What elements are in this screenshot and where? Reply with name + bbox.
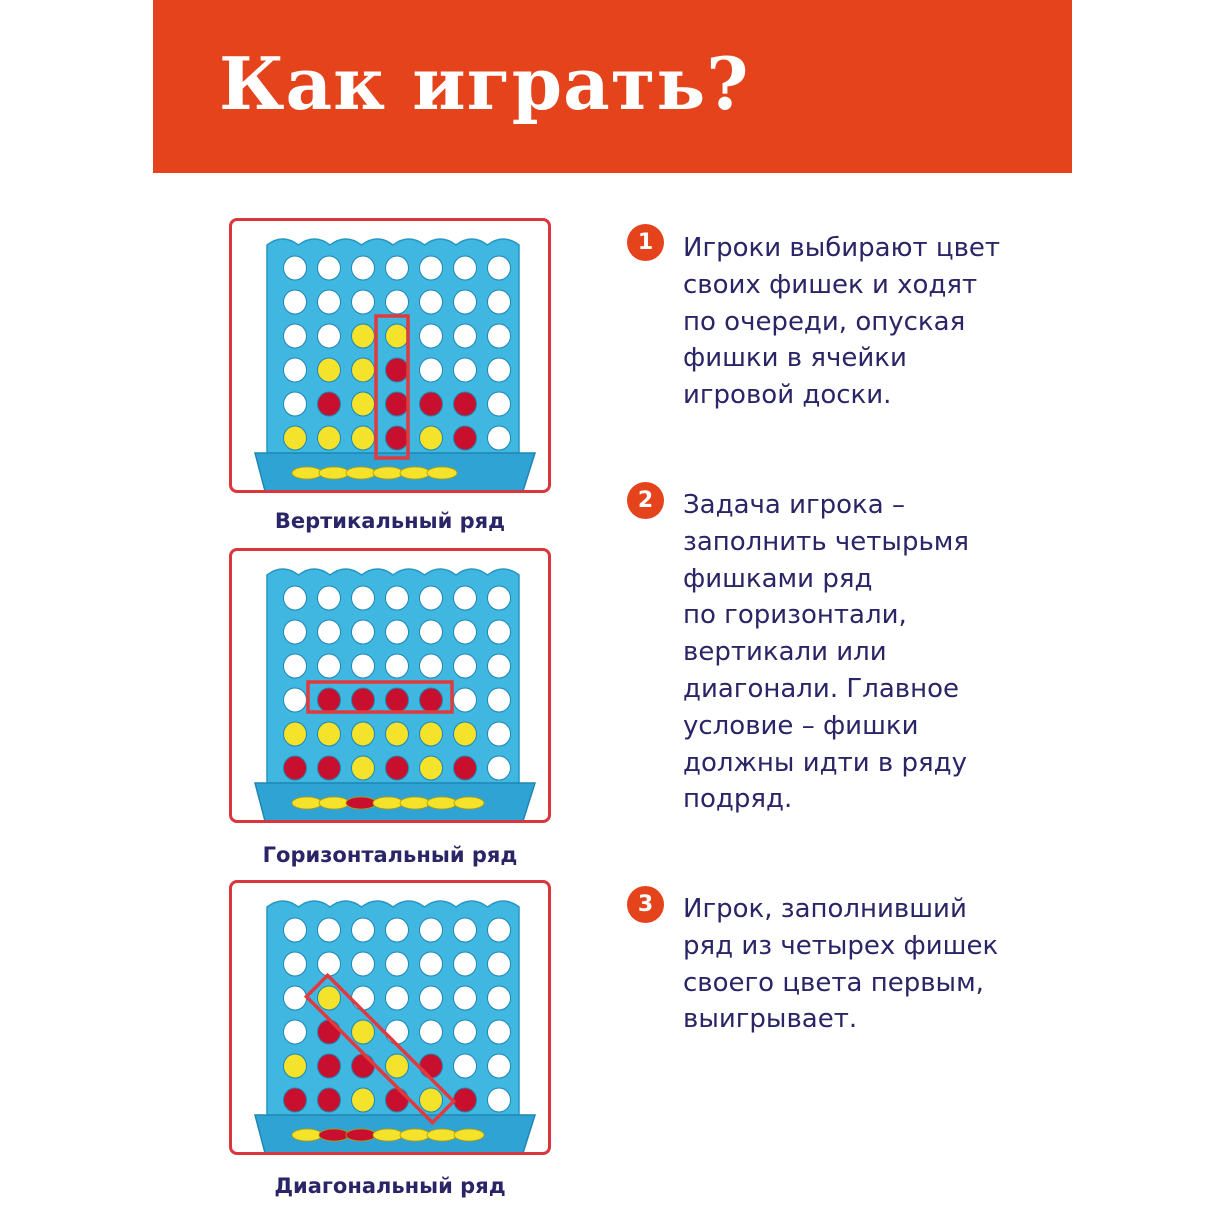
board-cell: [454, 1054, 477, 1078]
header-banner: [153, 0, 1072, 173]
board-cell: [284, 290, 307, 314]
tray-chip: [346, 1129, 376, 1141]
board-cell: [488, 426, 511, 450]
board-cell: [386, 952, 409, 976]
board-cell: [488, 654, 511, 678]
board-cell: [318, 1054, 341, 1078]
board-cell: [454, 426, 477, 450]
board-cell: [454, 256, 477, 280]
tray-chip: [400, 1129, 430, 1141]
step-2-number: 2: [627, 482, 664, 519]
tray-chip: [373, 467, 403, 479]
board-cell: [386, 426, 409, 450]
board-cell: [284, 586, 307, 610]
board-cell: [386, 324, 409, 348]
board-cell: [386, 358, 409, 382]
board-cell: [488, 1054, 511, 1078]
board-cell: [352, 918, 375, 942]
tray-chip: [454, 1129, 484, 1141]
board-cell: [488, 688, 511, 712]
step-2-line: фишками ряд: [683, 563, 873, 594]
board-cell: [284, 952, 307, 976]
board-cell: [386, 918, 409, 942]
board-cell: [318, 392, 341, 416]
board-cell: [420, 256, 443, 280]
board-cell: [488, 986, 511, 1010]
tray-chip: [400, 797, 430, 809]
board-cell: [318, 756, 341, 780]
board-cell: [420, 586, 443, 610]
tray-chip: [292, 467, 322, 479]
board-cell: [284, 1020, 307, 1044]
tray-chip: [319, 467, 349, 479]
board-cell: [284, 986, 307, 1010]
board-cell: [420, 918, 443, 942]
board-cell: [318, 654, 341, 678]
board-cell: [488, 722, 511, 746]
board-cell: [352, 586, 375, 610]
board-cell: [454, 688, 477, 712]
board-cell: [284, 688, 307, 712]
board-cell: [488, 586, 511, 610]
board-vertical-image: [232, 221, 548, 490]
board-cell: [488, 620, 511, 644]
board-cell: [454, 986, 477, 1010]
board-cell: [420, 986, 443, 1010]
tray-chip: [427, 467, 457, 479]
board-cell: [352, 986, 375, 1010]
step-2-line: вертикали или: [683, 637, 887, 668]
board-cell: [352, 722, 375, 746]
board-cell: [284, 654, 307, 678]
board-cell: [284, 620, 307, 644]
board-cell: [318, 952, 341, 976]
board-cell: [420, 620, 443, 644]
board-cell: [352, 952, 375, 976]
board-cell: [318, 290, 341, 314]
board-cell: [386, 392, 409, 416]
illustration-horizontal: [229, 548, 551, 823]
board-cell: [454, 290, 477, 314]
board-cell: [352, 688, 375, 712]
board-cell: [318, 256, 341, 280]
board-cell: [284, 324, 307, 348]
board-cell: [352, 654, 375, 678]
board-cell: [352, 1054, 375, 1078]
board-cell: [488, 256, 511, 280]
tray-chip: [427, 1129, 457, 1141]
board-cell: [318, 918, 341, 942]
board-cell: [284, 1088, 307, 1112]
tray-chip: [319, 797, 349, 809]
board-cell: [454, 392, 477, 416]
board-cell: [420, 290, 443, 314]
board-cell: [420, 358, 443, 382]
caption-diagonal: Диагональный ряд: [274, 1174, 506, 1198]
step-2-text: [683, 487, 1083, 818]
board-cell: [386, 986, 409, 1010]
caption-vertical: Вертикальный ряд: [274, 509, 506, 533]
tray-chip: [346, 467, 376, 479]
tray-chip: [400, 467, 430, 479]
step-1-line: Игроки выбирают цвет: [683, 233, 1001, 263]
board-cell: [454, 1088, 477, 1112]
board-cell: [488, 952, 511, 976]
step-1-line: своих фишек и ходят: [683, 269, 978, 300]
board-cell: [386, 722, 409, 746]
board-cell: [420, 756, 443, 780]
step-3-line: Игрок, заполнивший: [683, 894, 967, 924]
board-cell: [318, 688, 341, 712]
board-cell: [386, 1020, 409, 1044]
tray-chip: [373, 797, 403, 809]
step-2-line: условие – фишки: [683, 710, 919, 741]
page-title: Как играть?: [219, 41, 750, 126]
board-cell: [284, 756, 307, 780]
tray-chip: [292, 797, 322, 809]
board-cell: [352, 756, 375, 780]
board-cell: [386, 688, 409, 712]
board-horizontal-image: [232, 551, 548, 820]
board-cell: [420, 654, 443, 678]
board-cell: [284, 256, 307, 280]
board-cell: [454, 620, 477, 644]
board-cell: [284, 426, 307, 450]
board-cell: [454, 918, 477, 942]
board-cell: [420, 688, 443, 712]
board-cell: [352, 426, 375, 450]
board-cell: [318, 1020, 341, 1044]
board-cell: [386, 1088, 409, 1112]
board-cell: [420, 392, 443, 416]
board-cell: [318, 986, 341, 1010]
tray-chip: [346, 797, 376, 809]
board-cell: [488, 918, 511, 942]
board-cell: [386, 654, 409, 678]
step-2-line: должны идти в ряду: [683, 747, 967, 778]
board-cell: [454, 756, 477, 780]
board-cell: [318, 426, 341, 450]
step-3-line: своего цвета первым,: [683, 967, 984, 998]
illustration-vertical: [229, 218, 551, 493]
board-cell: [420, 952, 443, 976]
board-cell: [352, 392, 375, 416]
board-cell: [386, 586, 409, 610]
board-cell: [454, 324, 477, 348]
step-2-line: заполнить четырьмя: [683, 526, 970, 557]
board-cell: [352, 1020, 375, 1044]
step-1-line: по очереди, опуская: [683, 306, 966, 337]
board-diagonal-image: [232, 883, 548, 1152]
board-cell: [318, 358, 341, 382]
illustration-diagonal: [229, 880, 551, 1155]
board-cell: [454, 722, 477, 746]
step-2-line: подряд.: [683, 784, 793, 815]
board-cell: [284, 1054, 307, 1078]
tray-chip: [319, 1129, 349, 1141]
step-3-line: выигрывает.: [683, 1004, 858, 1035]
board-cell: [386, 256, 409, 280]
tray-chip: [454, 797, 484, 809]
board-cell: [488, 324, 511, 348]
board-cell: [488, 358, 511, 382]
board-cell: [454, 358, 477, 382]
board-cell: [352, 256, 375, 280]
step-2-line: по горизонтали,: [683, 600, 907, 631]
board-cell: [420, 426, 443, 450]
board-cell: [352, 620, 375, 644]
board-cell: [318, 620, 341, 644]
step-3-number: 3: [627, 886, 664, 923]
tray-chip: [427, 797, 457, 809]
board-cell: [454, 654, 477, 678]
step-3-line: ряд из четырех фишек: [683, 930, 999, 961]
board-cell: [386, 756, 409, 780]
board-cell: [420, 1054, 443, 1078]
board-cell: [454, 1020, 477, 1044]
board-cell: [454, 952, 477, 976]
board-cell: [488, 392, 511, 416]
board-cell: [420, 1020, 443, 1044]
board-cell: [284, 722, 307, 746]
step-1-line: фишки в ячейки: [683, 343, 907, 374]
step-1-line: игровой доски.: [683, 380, 892, 411]
board-cell: [420, 324, 443, 348]
board-cell: [488, 756, 511, 780]
board-cell: [284, 918, 307, 942]
step-2-line: Задача игрока –: [683, 490, 905, 520]
board-cell: [352, 1088, 375, 1112]
board-cell: [352, 290, 375, 314]
board-cell: [488, 1088, 511, 1112]
board-cell: [420, 1088, 443, 1112]
caption-horizontal: Горизонтальный ряд: [262, 843, 518, 867]
tray-chip: [373, 1129, 403, 1141]
board-cell: [284, 358, 307, 382]
step-1-text: [683, 230, 1083, 414]
board-cell: [488, 1020, 511, 1044]
board-cell: [386, 1054, 409, 1078]
board-cell: [318, 1088, 341, 1112]
board-cell: [488, 290, 511, 314]
board-cell: [352, 358, 375, 382]
board-cell: [454, 586, 477, 610]
board-cell: [420, 722, 443, 746]
step-2-line: диагонали. Главное: [683, 673, 959, 704]
tray-chip: [292, 1129, 322, 1141]
step-1-number: 1: [627, 224, 664, 261]
board-cell: [386, 620, 409, 644]
board-cell: [352, 324, 375, 348]
board-cell: [318, 586, 341, 610]
board-cell: [318, 722, 341, 746]
board-cell: [386, 290, 409, 314]
board-cell: [318, 324, 341, 348]
board-cell: [284, 392, 307, 416]
step-3-text: [683, 891, 1083, 1038]
